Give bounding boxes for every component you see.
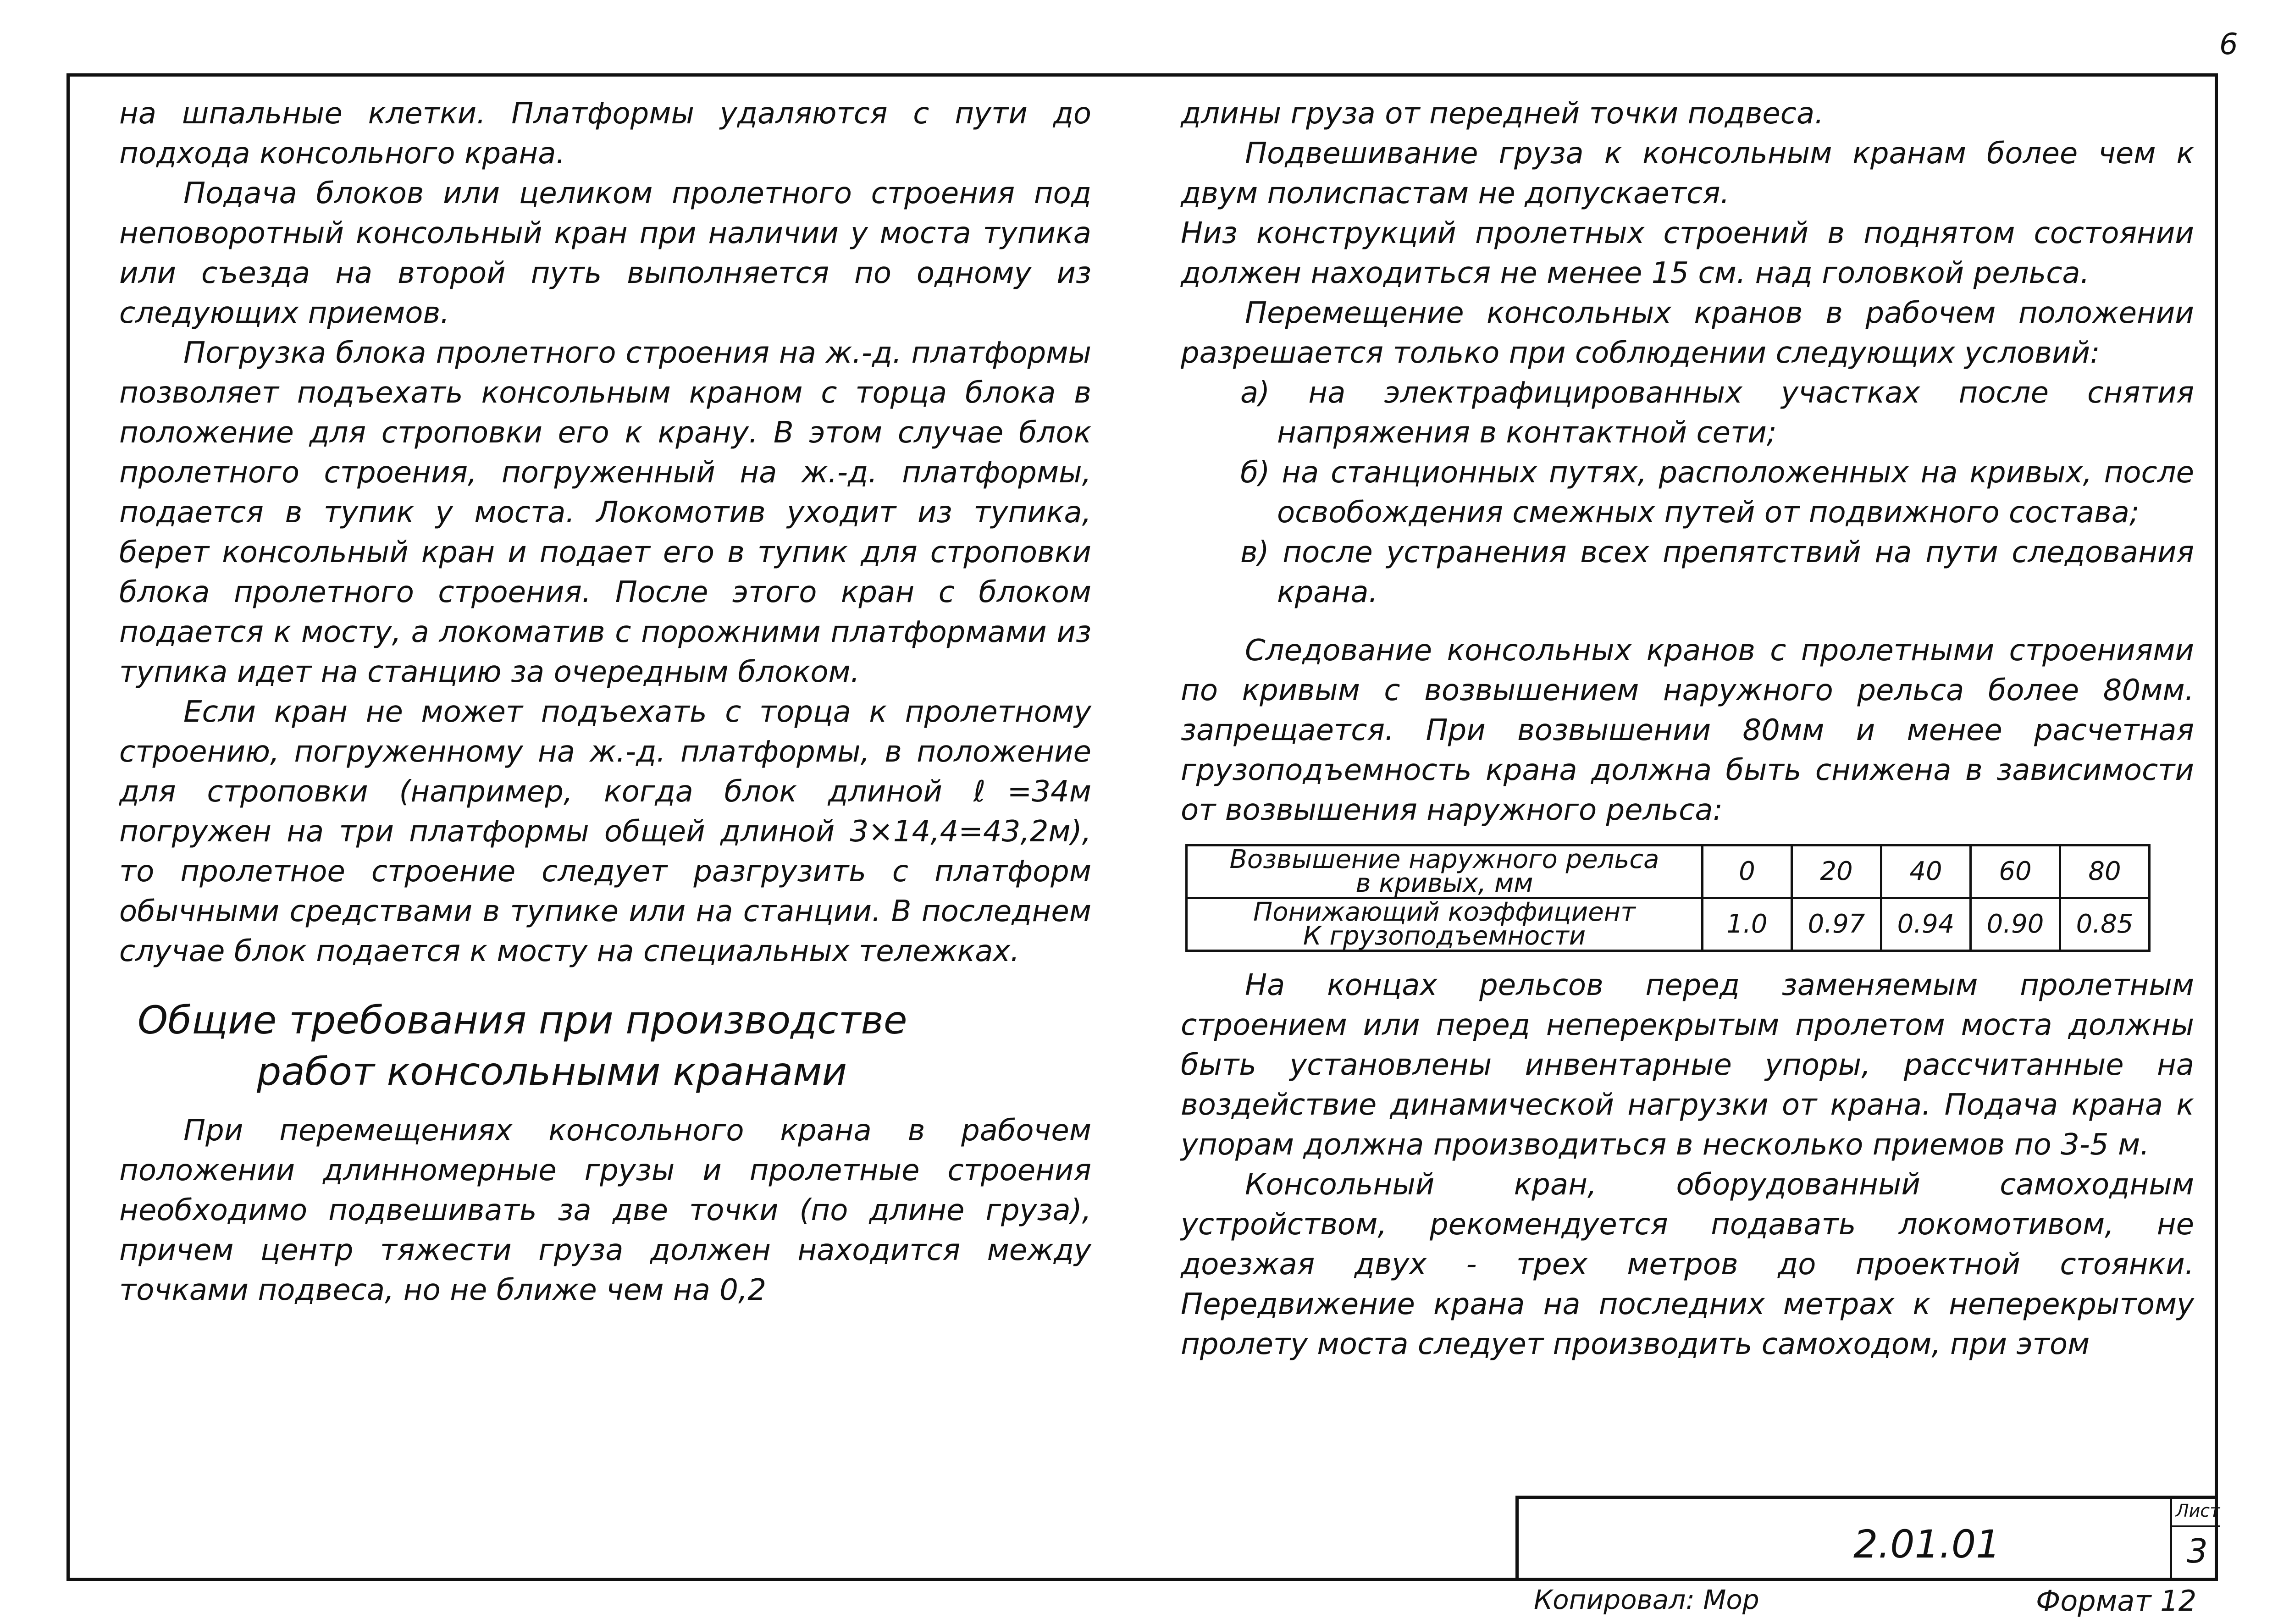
paragraph: Консольный кран, оборудованный самоходным устройством, рекомендуется подавать локомотивом, не доезжая двух - трех метров до проектной стоянки. Передвижение крана на последних метрах к неперекрытому пролету моста следует производить самоходом, при этом xyxy=(1181,1168,2194,1361)
table-row xyxy=(1187,898,2150,951)
copied-by: Копировал: Мор xyxy=(1534,1584,1759,1615)
table-cell: 0.90 xyxy=(1971,898,2060,951)
divider xyxy=(2172,1525,2220,1527)
paragraph: На концах рельсов перед заменяемым пролетным строением или перед неперекрытым пролетом моста должны быть установлены инвентарные упоры, рассчитанные на воздействие динамической нагрузки от крана. Подача крана к упорам должна производиться в несколько приемов по 3-5 м. xyxy=(1181,968,2194,1162)
sheet-box xyxy=(2170,1499,2220,1580)
paragraph: Низ конструкций пролетных строений в поднятом состоянии должен находиться не менее 15 см. над головкой рельса. xyxy=(1181,216,2194,290)
paragraph: Погрузка блока пролетного строения на ж.-д. платформы позволяет подъехать консольным краном с торца блока в положение для строповки его к крану. В этом случае блок пролетного строения, погруженный на ж.-д. платформы, подается в тупик у моста. Локомотив уходит из тупика, берет консольный кран и подает его в тупик для строповки блока пролетного строения. После этого кран с блоком подается к мосту, а локоматив с порожними платформами из тупика идет на станцию за очередным блоком. xyxy=(119,336,1091,689)
paragraph: Подвешивание груза к консольным кранам более чем к двум полиспастам не допускается. xyxy=(1181,137,2194,210)
paragraph: Следование консольных кранов с пролетными строениями по кривым с возвышением наружного рельса более 80мм. запрещается. При возвышении 80мм и менее расчетная грузоподъемность крана должна быть снижена в зависимости от возвышения наружного рельса: xyxy=(1181,634,2194,827)
paragraph: При перемещениях консольного крана в рабочем положении длинномерные грузы и пролетные строения необходимо подвешивать за две точки (по длине груза), причем центр тяжести груза должен находится между точками подвеса, но не ближе чем на 0,2 xyxy=(119,1114,1091,1307)
table-cell: 1.0 xyxy=(1703,898,1792,951)
row-header-line: К грузоподъемности xyxy=(1303,921,1586,951)
list-item: б) на станционных путях, расположенных на кривых, после освобождения смежных путей от подвижного состава; xyxy=(1240,456,2194,530)
paragraph: Перемещение консольных кранов в рабочем положении разрешается только при соблюдении следующих условий: xyxy=(1181,296,2194,370)
sheet-number: 3 xyxy=(2187,1532,2208,1570)
sheet-label: Лист xyxy=(2176,1501,2220,1521)
row-header xyxy=(1187,845,1703,898)
table-cell: 80 xyxy=(2060,845,2150,898)
list-item: в) после устранения всех препятствий на пути следования крана. xyxy=(1240,536,2194,609)
format-label: Формат 12 xyxy=(2036,1584,2197,1618)
paragraph: Подача блоков или целиком пролетного строения под неповоротный консольный кран при наличии у моста тупика или съезда на второй путь выполняется по одному из следующих приемов. xyxy=(119,177,1091,330)
coefficient-table xyxy=(1185,844,2151,952)
table-row xyxy=(1187,845,2150,898)
row-header-line: Понижающий коэффициент xyxy=(1253,897,1636,927)
list-item: а) на электрафицированных участках после снятия напряжения в контактной сети; xyxy=(1240,376,2194,450)
table-cell: 20 xyxy=(1792,845,1881,898)
table-cell: 0 xyxy=(1703,845,1792,898)
conditions-list xyxy=(1181,373,2194,613)
document-code: 2.01.01 xyxy=(1853,1522,2001,1567)
page-number: 6 xyxy=(2219,28,2238,61)
left-column xyxy=(119,94,1091,1310)
section-heading-line-2: работ консольными кранами xyxy=(257,1049,847,1094)
right-column xyxy=(1181,94,2194,1364)
table-cell: 0.85 xyxy=(2060,898,2150,951)
row-header-line: Возвышение наружного рельса xyxy=(1229,845,1659,874)
paragraph: Если кран не может подъехать с торца к пролетному строению, погруженному на ж.-д. платформы, в положение для строповки (например, когда блок длиной ℓ=34м погружен на три платформы общей длиной 3×14,4=43,2м), то пролетное строение следует разгрузить с платформ обычными средствами в тупике или на станции. В последнем случае блок подается к мосту на специальных тележках. xyxy=(119,695,1091,968)
row-header xyxy=(1187,898,1703,951)
paragraph: на шпальные клетки. Платформы удаляются с пути до подхода консольного крана. xyxy=(119,97,1091,171)
title-block xyxy=(1515,1496,2220,1580)
table-cell: 60 xyxy=(1971,845,2060,898)
table-cell: 0.94 xyxy=(1881,898,1971,951)
table-cell: 40 xyxy=(1881,845,1971,898)
section-heading xyxy=(138,994,1091,1097)
section-heading-line-1: Общие требования при производстве xyxy=(138,998,907,1043)
paragraph: длины груза от передней точки подвеса. xyxy=(1181,97,1824,131)
table-cell: 0.97 xyxy=(1792,898,1881,951)
row-header-line: в кривых, мм xyxy=(1355,868,1533,898)
